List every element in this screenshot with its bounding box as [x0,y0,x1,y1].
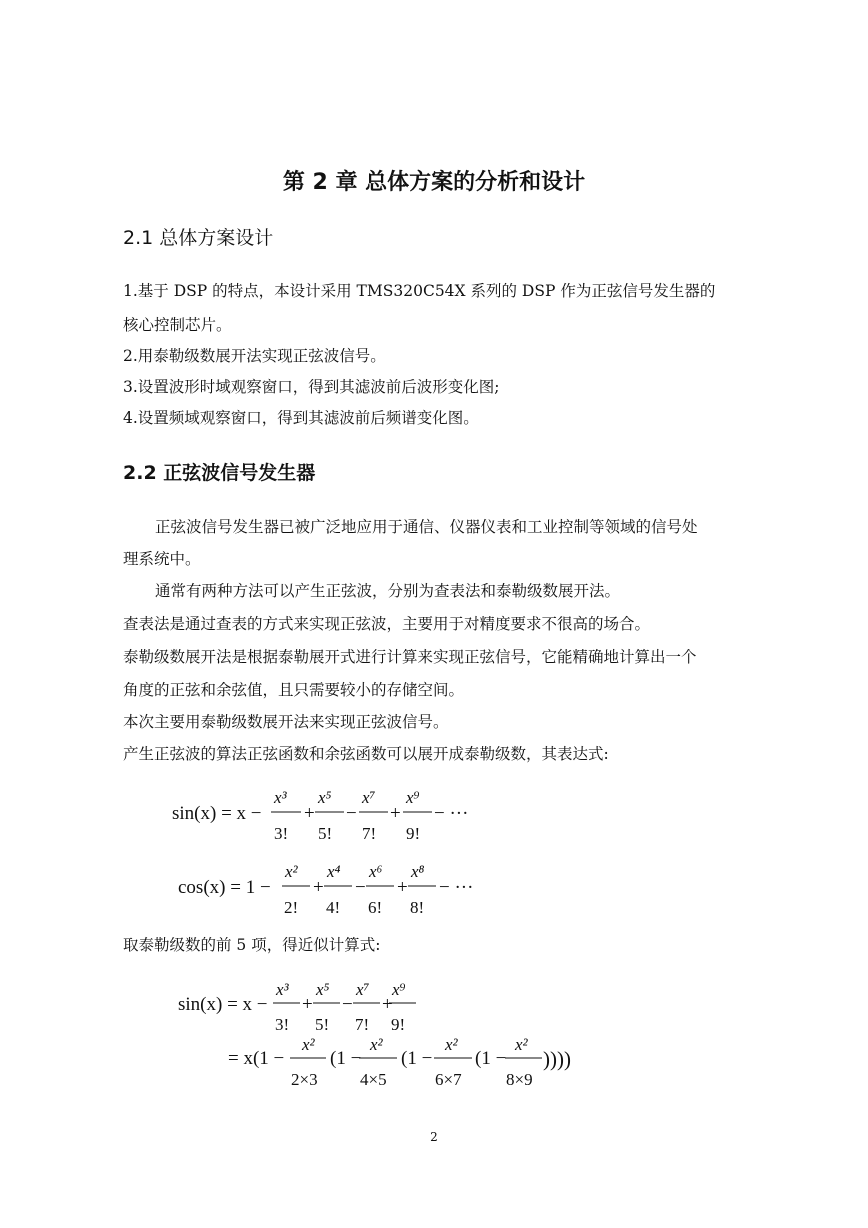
nested-close: )))) [543,1047,571,1071]
cos-lhs: cos(x) = 1 − [178,877,271,898]
cos-numerator: x⁴ [327,862,341,881]
chapter-title: 第 2 章 总体方案的分析和设计 [282,170,586,195]
sin-denominator: 5! [318,824,333,843]
section-title-2-1: 2.1 总体方案设计 [123,227,274,249]
minus-operator: − [346,803,357,824]
sin-denominator: 3! [274,824,289,843]
nested-paren: (1 − [475,1048,507,1069]
nested-numerator: x² [515,1035,528,1054]
minus-operator: − [355,877,366,898]
sin-denominator: 3! [275,1015,290,1034]
cos-ellipsis: − ··· [439,877,474,898]
cos-denominator: 6! [368,898,383,917]
sin-numerator: x⁷ [356,980,370,999]
sin-lhs: sin(x) = x − [172,803,262,824]
sin-denominator: 7! [355,1015,370,1034]
list-item: 核心控制芯片。 [123,316,232,334]
nested-denominator: 6×7 [435,1070,462,1089]
list-item: 1.基于 DSP 的特点，本设计采用 TMS320C54X 系列的 DSP 作为正弦信号发生器的 [123,282,716,300]
plus-operator: + [302,994,313,1015]
sin-denominator: 5! [315,1015,330,1034]
sin-numerator: x³ [274,788,287,807]
page-number: 2 [430,1130,438,1144]
cos-numerator: x⁸ [411,862,425,881]
sin-ellipsis: − ··· [434,803,469,824]
cos-denominator: 2! [284,898,299,917]
list-item: 4.设置频域观察窗口，得到其滤波前后频谱变化图。 [123,409,479,427]
sin-numerator: x⁵ [316,980,330,999]
body-paragraph: 本次主要用泰勒级数展开法来实现正弦波信号。 [123,713,449,731]
section-title-2-2: 2.2 正弦波信号发生器 [123,462,316,484]
sin-series-formula [172,788,468,843]
list-item: 3.设置波形时域观察窗口，得到其滤波前后波形变化图; [123,378,500,396]
cos-series-formula [178,862,473,917]
nested-formula [228,1035,571,1089]
sin-denominator: 9! [406,824,421,843]
cos-denominator: 8! [410,898,425,917]
plus-operator: + [397,877,408,898]
nested-paren: (1 − [330,1048,362,1069]
nested-numerator: x² [370,1035,383,1054]
approx-intro: 取泰勒级数的前 5 项，得近似计算式: [123,936,381,954]
nested-denominator: 2×3 [291,1070,318,1089]
plus-operator: + [304,803,315,824]
nested-denominator: 8×9 [506,1070,533,1089]
body-paragraph: 理系统中。 [123,550,201,568]
cos-numerator: x⁶ [369,862,383,881]
body-paragraph: 泰勒级数展开法是根据泰勒展开式进行计算来实现正弦信号，它能精确地计算出一个 [123,648,697,666]
plus-operator: + [390,803,401,824]
nested-denominator: 4×5 [360,1070,387,1089]
cos-denominator: 4! [326,898,341,917]
body-paragraph: 通常有两种方法可以产生正弦波，分别为查表法和泰勒级数展开法。 [155,582,621,600]
sin-numerator: x⁹ [406,788,420,807]
plus-operator: + [382,994,393,1015]
nested-paren: (1 − [401,1048,433,1069]
sin-approx-formula [178,980,416,1034]
body-paragraph: 查表法是通过查表的方式来实现正弦波，主要用于对精度要求不很高的场合。 [123,615,651,633]
sin-denominator: 7! [362,824,377,843]
minus-operator: − [342,994,353,1015]
sin-numerator: x⁹ [392,980,406,999]
body-paragraph: 角度的正弦和余弦值，且只需要较小的存储空间。 [123,681,465,699]
nested-numerator: x² [445,1035,458,1054]
sin-numerator: x⁵ [318,788,332,807]
body-paragraph: 产生正弦波的算法正弦函数和余弦函数可以展开成泰勒级数，其表达式: [123,745,609,763]
list-item: 2.用泰勒级数展开法实现正弦波信号。 [123,347,386,365]
nested-prefix: = x(1 − [228,1048,285,1069]
body-paragraph: 正弦波信号发生器已被广泛地应用于通信、仪器仪表和工业控制等领域的信号处 [155,518,698,536]
nested-numerator: x² [302,1035,315,1054]
sin-numerator: x³ [276,980,289,999]
sin-numerator: x⁷ [362,788,376,807]
plus-operator: + [313,877,324,898]
sin-denominator: 9! [391,1015,406,1034]
cos-numerator: x² [285,862,298,881]
sin-lhs: sin(x) = x − [178,994,268,1015]
